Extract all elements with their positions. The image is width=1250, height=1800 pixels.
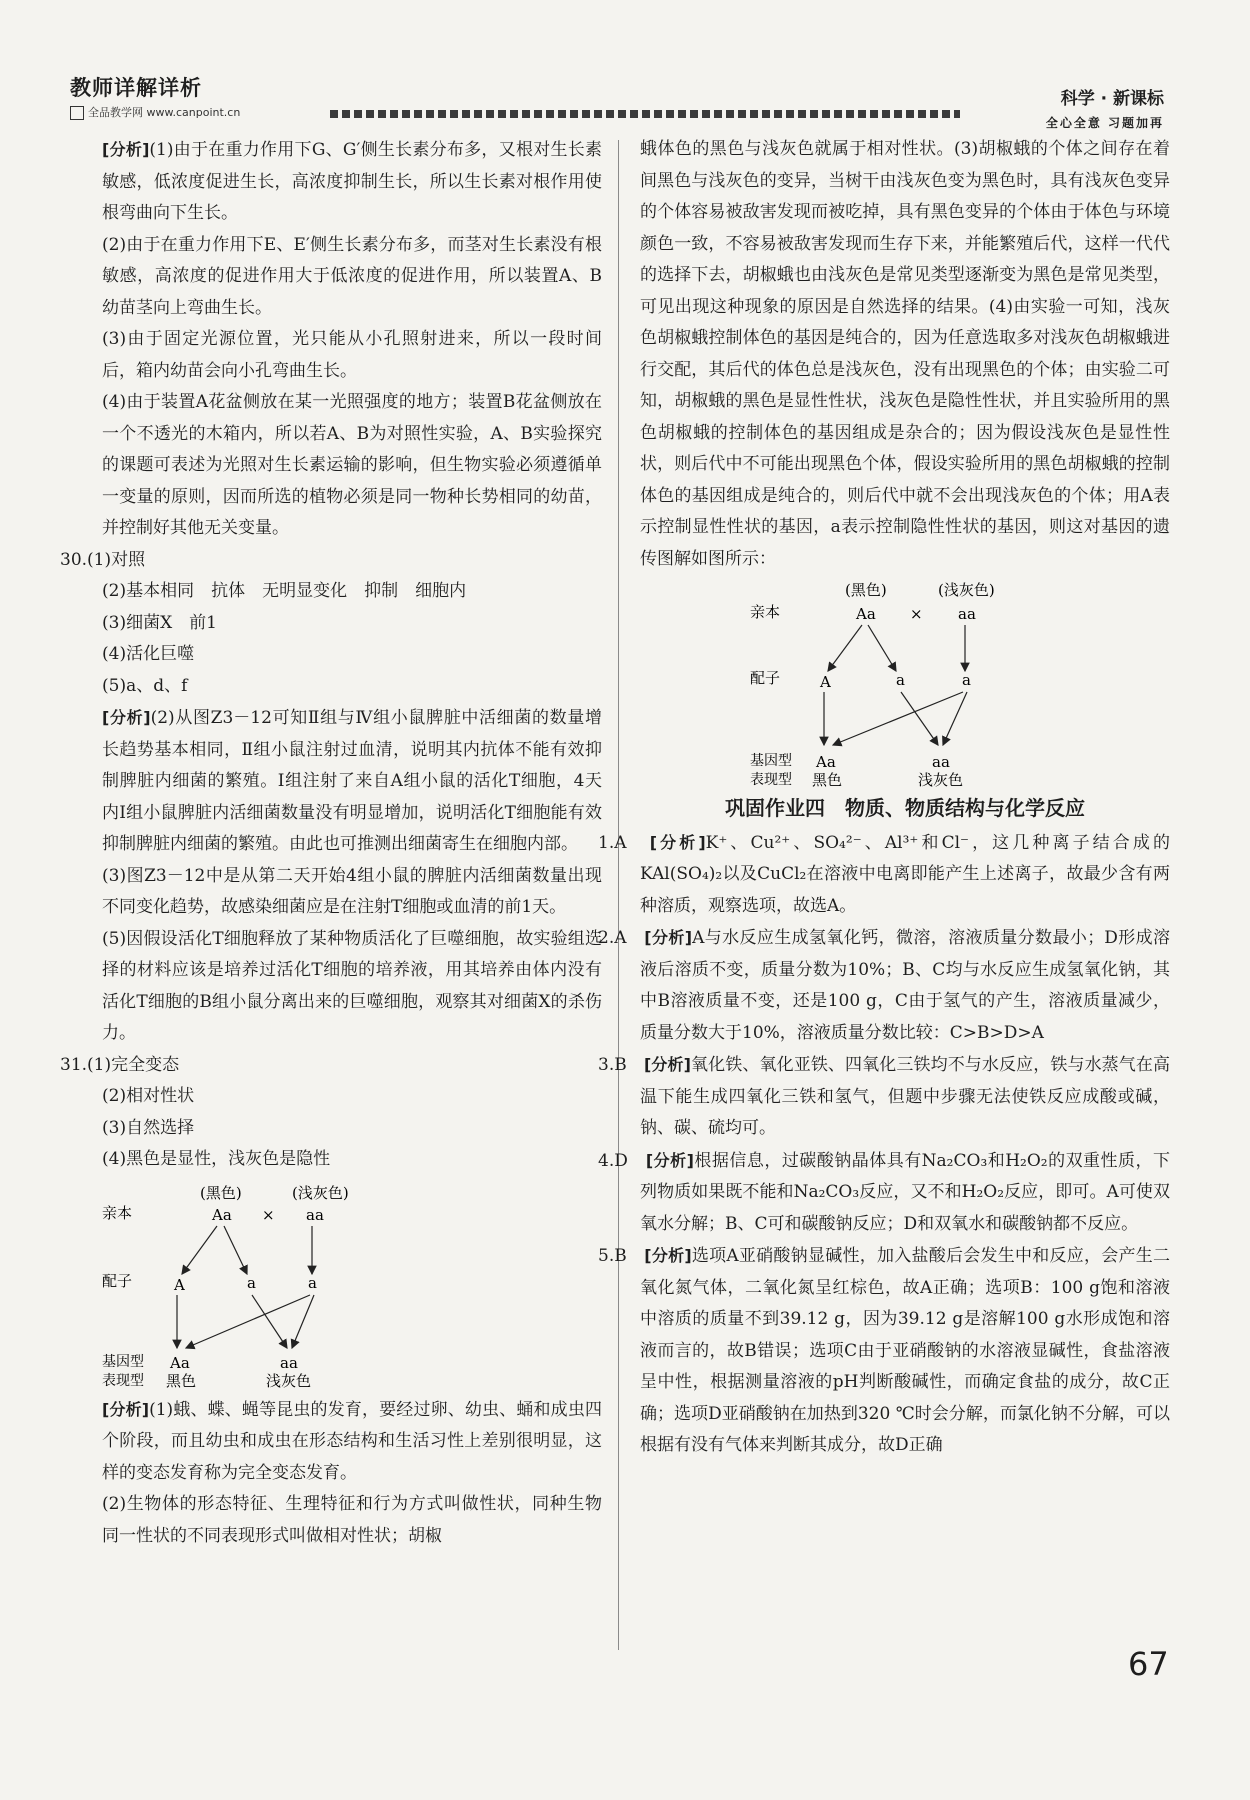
label-genotype: 基因型	[102, 1353, 144, 1370]
page-number: 67	[1128, 1645, 1169, 1683]
label-parent: 亲本	[750, 603, 781, 621]
gamete-a-1: a	[896, 671, 905, 689]
question-3	[598, 1049, 1171, 1145]
analysis-tag: [分析]	[102, 140, 150, 159]
label-phenotype: 表现型	[750, 772, 792, 788]
arrow-line	[292, 1295, 314, 1348]
column-divider	[618, 140, 619, 1650]
analysis-text: A与水反应生成氢氧化钙，微溶，溶液质量分数最小；D形成溶液后溶质不变，质量分数为10%；B、C均与水反应生成氢氧化钠，其中B溶液质量不变，还是100 g，C由于氢气的产生，溶液质量减少，质量分数大于10%，溶液质量分数比较：C>B>D>A	[640, 928, 1170, 1043]
paragraph: (3)由于固定光源位置，光只能从小孔照射进来，所以一段时间后，箱内幼苗会向小孔弯曲生长。	[102, 329, 602, 381]
answer-line: (5)a、d、f	[102, 675, 188, 696]
answer-letter: B	[614, 1246, 627, 1266]
question-number: 1.	[598, 832, 615, 853]
analysis-text: (1)由于在重力作用下G、G′侧生长素分布多，又根对生长素敏感，低浓度促进生长，高浓度抑制生长，所以生长素对根作用使根弯曲向下生长。	[102, 140, 602, 223]
answer-text: (1)对照	[87, 549, 146, 570]
answer-line: (3)细菌X 前1	[102, 612, 217, 633]
header-site-text: 全品教学网 www.canpoint.cn	[88, 106, 241, 119]
analysis-tag: [分析]	[102, 1399, 150, 1419]
label-gray: (浅灰色)	[938, 581, 995, 599]
gamete-a-2: a	[308, 1273, 317, 1292]
paragraph: (4)由于装置A花盆侧放在某一光照强度的地方；装置B花盆侧放在一个不透光的木箱内，所以若A、B为对照性实验，A、B实验探究的课题可表述为光照对生长素运输的影响，但生物实验必须遵循单一变量的原则，因而所选的植物必须是同一物种长势相同的幼苗，并控制好其他无关变量。	[102, 392, 602, 538]
analysis-text: (2)从图Z3－12可知Ⅱ组与Ⅳ组小鼠脾脏中活细菌的数量增长趋势基本相同，Ⅱ组小鼠注射过血清，说明其内抗体不能有效抑制脾脏内细菌的繁殖。Ⅰ组注射了来自A组小鼠的活化T细胞，4天内Ⅰ组小鼠脾脏内活细菌数量没有明显增加，说明活化T细胞能有效抑制脾脏内细菌的繁殖。由此也可推测出细菌寄生在细胞内部。	[102, 708, 602, 854]
left-column	[60, 134, 602, 1552]
label-gamete: 配子	[750, 669, 781, 687]
label-gamete: 配子	[102, 1271, 133, 1290]
arrow-line	[828, 625, 862, 671]
offspring-aa: aa	[932, 753, 950, 771]
analysis-tag: [分析]	[644, 928, 693, 947]
answer-letter: D	[614, 1150, 628, 1171]
question-4	[598, 1145, 1170, 1241]
arrow-line	[943, 692, 967, 745]
cross-symbol: ×	[910, 605, 923, 623]
paragraph: 蛾体色的黑色与浅灰色就属于相对性状。(3)胡椒蛾的个体之间存在着间黑色与浅灰色的变异，当树干由浅灰色变为黑色时，具有浅灰色变异的个体容易被敌害发现而被吃掉，具有黑色变异的个体由于体色与环境颜色一致，不容易被敌害发现而生存下来，并能繁殖后代，这样一代代的选择下去，胡椒蛾也由浅灰色是常见类型逐渐变为黑色是常见类型，可见出现这种现象的原因是自然选择的结果。(4)由实验一可知，浅灰色胡椒蛾控制体色的基因是纯合的，因为任意选取多对浅灰色胡椒蛾进行交配，其后代的体色总是浅灰色，没有出现黑色的个体；由实验二可知，胡椒蛾的黑色是显性性状，浅灰色是隐性性状，并且实验所用的黑色胡椒蛾的控制体色的基因组成是杂合的；因为假设浅灰色是显性性状，则后代中不可能出现黑色个体，假设实验所用的黑色胡椒蛾的控制体色的基因组成是纯合的，则后代中就不会出现浅灰色的个体；用A表示控制显性性状的基因，a表示控制隐性性状的基因，则这对基因的遗传图解如图所示：	[640, 139, 1170, 569]
offspring-aa: aa	[280, 1353, 298, 1372]
answer-letter: A	[614, 928, 627, 948]
answer-line: (2)相对性状	[102, 1086, 195, 1106]
header-subject: 科学 · 新课标	[1060, 89, 1164, 109]
page-header-right	[1046, 84, 1164, 131]
analysis-29	[102, 134, 602, 230]
question-number: 4.	[598, 1150, 615, 1171]
question-5	[598, 1240, 1170, 1462]
arrow-line	[186, 1295, 310, 1348]
parent-dominant: Aa	[856, 605, 876, 623]
label-gray: (浅灰色)	[292, 1183, 349, 1202]
answer-letter: A	[614, 832, 627, 853]
answer-line: (2)基本相同 抗体 无明显变化 抑制 细胞内	[102, 581, 467, 601]
analysis-tag: [分析]	[102, 708, 151, 727]
answer-text: (1)完全变态	[87, 1054, 180, 1075]
question-number: 2.	[598, 928, 615, 948]
analysis-tag: [分析]	[643, 1055, 691, 1074]
arrow-line	[224, 1226, 247, 1274]
offspring-gray: 浅灰色	[266, 1371, 312, 1390]
offspring-gray: 浅灰色	[918, 771, 964, 789]
header-slogan: 全心全意 习题加再	[1045, 116, 1164, 130]
label-genotype: 基因型	[750, 753, 792, 769]
analysis-30	[102, 702, 602, 861]
label-parent: 亲本	[102, 1203, 133, 1222]
offspring-Aa: Aa	[170, 1353, 190, 1372]
question-number: 5.	[598, 1246, 615, 1266]
question-2	[598, 922, 1170, 1049]
offspring-Aa: Aa	[816, 753, 836, 771]
paragraph: (2)由于在重力作用下E、E′侧生长素分布多，而茎对生长素没有根敏感，高浓度的促进作用大于低浓度的促进作用，所以装置A、B幼苗茎向上弯曲生长。	[102, 234, 602, 318]
analysis-text: (1)蛾、蝶、蝇等昆虫的发育，要经过卵、幼虫、蛹和成虫四个阶段，而且幼虫和成虫在形态结构和生活习性上差别很明显，这样的变态发育称为完全变态发育。	[102, 1399, 602, 1483]
offspring-black: 黑色	[166, 1371, 197, 1390]
genetic-diagram-svg	[102, 1178, 522, 1390]
answer-line: (4)活化巨噬	[102, 644, 195, 664]
label-black: (黑色)	[845, 581, 887, 599]
paragraph: (2)生物体的形态特征、生理特征和行为方式叫做性状，同种生物同一性状的不同表现形式叫做相对性状；胡椒	[102, 1494, 602, 1546]
question-30-answer-1	[60, 545, 602, 577]
offspring-black: 黑色	[812, 771, 843, 789]
analysis-text: 根据信息，过碳酸钠晶体具有Na₂CO₃和H₂O₂的双重性质，下列物质如果既不能和Na₂CO₃反应，又不和H₂O₂反应，即可。A可使双氧水分解；B、C可和碳酸钠反应；D和双氧水和碳酸钠都不反应。	[640, 1150, 1170, 1234]
analysis-text: 氧化铁、氧化亚铁、四氧化三铁均不与水反应，铁与水蒸气在高温下能生成四氧化三铁和氢气，但题中步骤无法使铁反应成酸或碱，钠、碳、硫均可。	[640, 1055, 1171, 1138]
gamete-a-2: a	[962, 671, 971, 689]
question-number: 30.	[60, 549, 88, 570]
paragraph: (5)因假设活化T细胞释放了某种物质活化了巨噬细胞，故实验组选择的材料应该是培养过活化T细胞的培养液，用其培养由体内没有活化T细胞的B组小鼠分离出来的巨噬细胞，观察其对细菌X的杀伤力。	[102, 928, 602, 1043]
section-title: 巩固作业四 物质、物质结构与化学反应	[725, 796, 1085, 820]
arrow-line	[182, 1226, 217, 1274]
arrow-line	[868, 625, 896, 671]
page-header-left	[70, 72, 240, 120]
parent-dominant: Aa	[212, 1205, 232, 1224]
arrow-line	[252, 1295, 287, 1348]
arrow-line	[901, 692, 938, 745]
label-phenotype: 表现型	[102, 1372, 144, 1389]
header-dash-bar	[330, 110, 960, 118]
label-black: (黑色)	[200, 1183, 242, 1202]
genetic-diagram-left	[102, 1178, 522, 1390]
analysis-tag: [分析]	[644, 1246, 692, 1265]
question-31-answer-1	[60, 1050, 602, 1082]
answer-letter: B	[614, 1055, 627, 1075]
paragraph: (3)图Z3－12中是从第二天开始4组小鼠的脾脏内活细菌数量出现不同变化趋势，故感染细菌应是在注射T细胞或血清的前1天。	[102, 865, 602, 917]
parent-recessive: aa	[958, 605, 976, 623]
question-1	[598, 827, 1170, 923]
genetic-diagram-right	[750, 577, 1170, 789]
parent-recessive: aa	[306, 1205, 324, 1224]
answer-line: (4)黑色是显性，浅灰色是隐性	[102, 1149, 331, 1169]
question-number: 3.	[598, 1055, 615, 1075]
genetic-diagram-svg	[750, 577, 1170, 789]
gamete-A: A	[820, 673, 831, 691]
analysis-31	[102, 1394, 602, 1490]
analysis-tag: [分析]	[645, 1150, 694, 1170]
analysis-text: 选项A亚硝酸钠显碱性，加入盐酸后会发生中和反应，会产生二氧化氮气体，二氧化氮呈红棕色，故A正确；选项B：100 g饱和溶液中溶质的质量不到39.12 g，因为39.12 g是溶解100 g水形成饱和溶液而言的，故B错误；选项C由于亚硝酸钠的水溶液显碱性，食盐溶液呈中性，根据测量溶液的pH判断酸碱性，而确定食盐的成分，故C正确；选项D亚硝酸钠在加热到320 ℃时会分解，而氯化钠不分解，可以根据有没有气体来判断其成分，故D正确	[640, 1246, 1170, 1455]
header-title: 教师详解详析	[70, 76, 202, 100]
header-site	[70, 104, 240, 120]
right-column	[598, 134, 1171, 1462]
cross-symbol: ×	[262, 1205, 275, 1224]
arrow-line	[833, 692, 963, 745]
canpoint-logo-icon	[70, 106, 84, 120]
gamete-a-1: a	[247, 1273, 256, 1292]
answer-line: (3)自然选择	[102, 1117, 195, 1138]
gamete-A: A	[174, 1275, 185, 1294]
question-number: 31.	[60, 1054, 88, 1075]
analysis-text: K⁺、Cu²⁺、SO₄²⁻、Al³⁺和Cl⁻，这几种离子结合成的KAl(SO₄)₂以及CuCl₂在溶液中电离即能产生上述离子，故最少含有两种溶质，观察选项，故选A。	[640, 832, 1170, 916]
analysis-tag: [分析]	[649, 832, 706, 852]
